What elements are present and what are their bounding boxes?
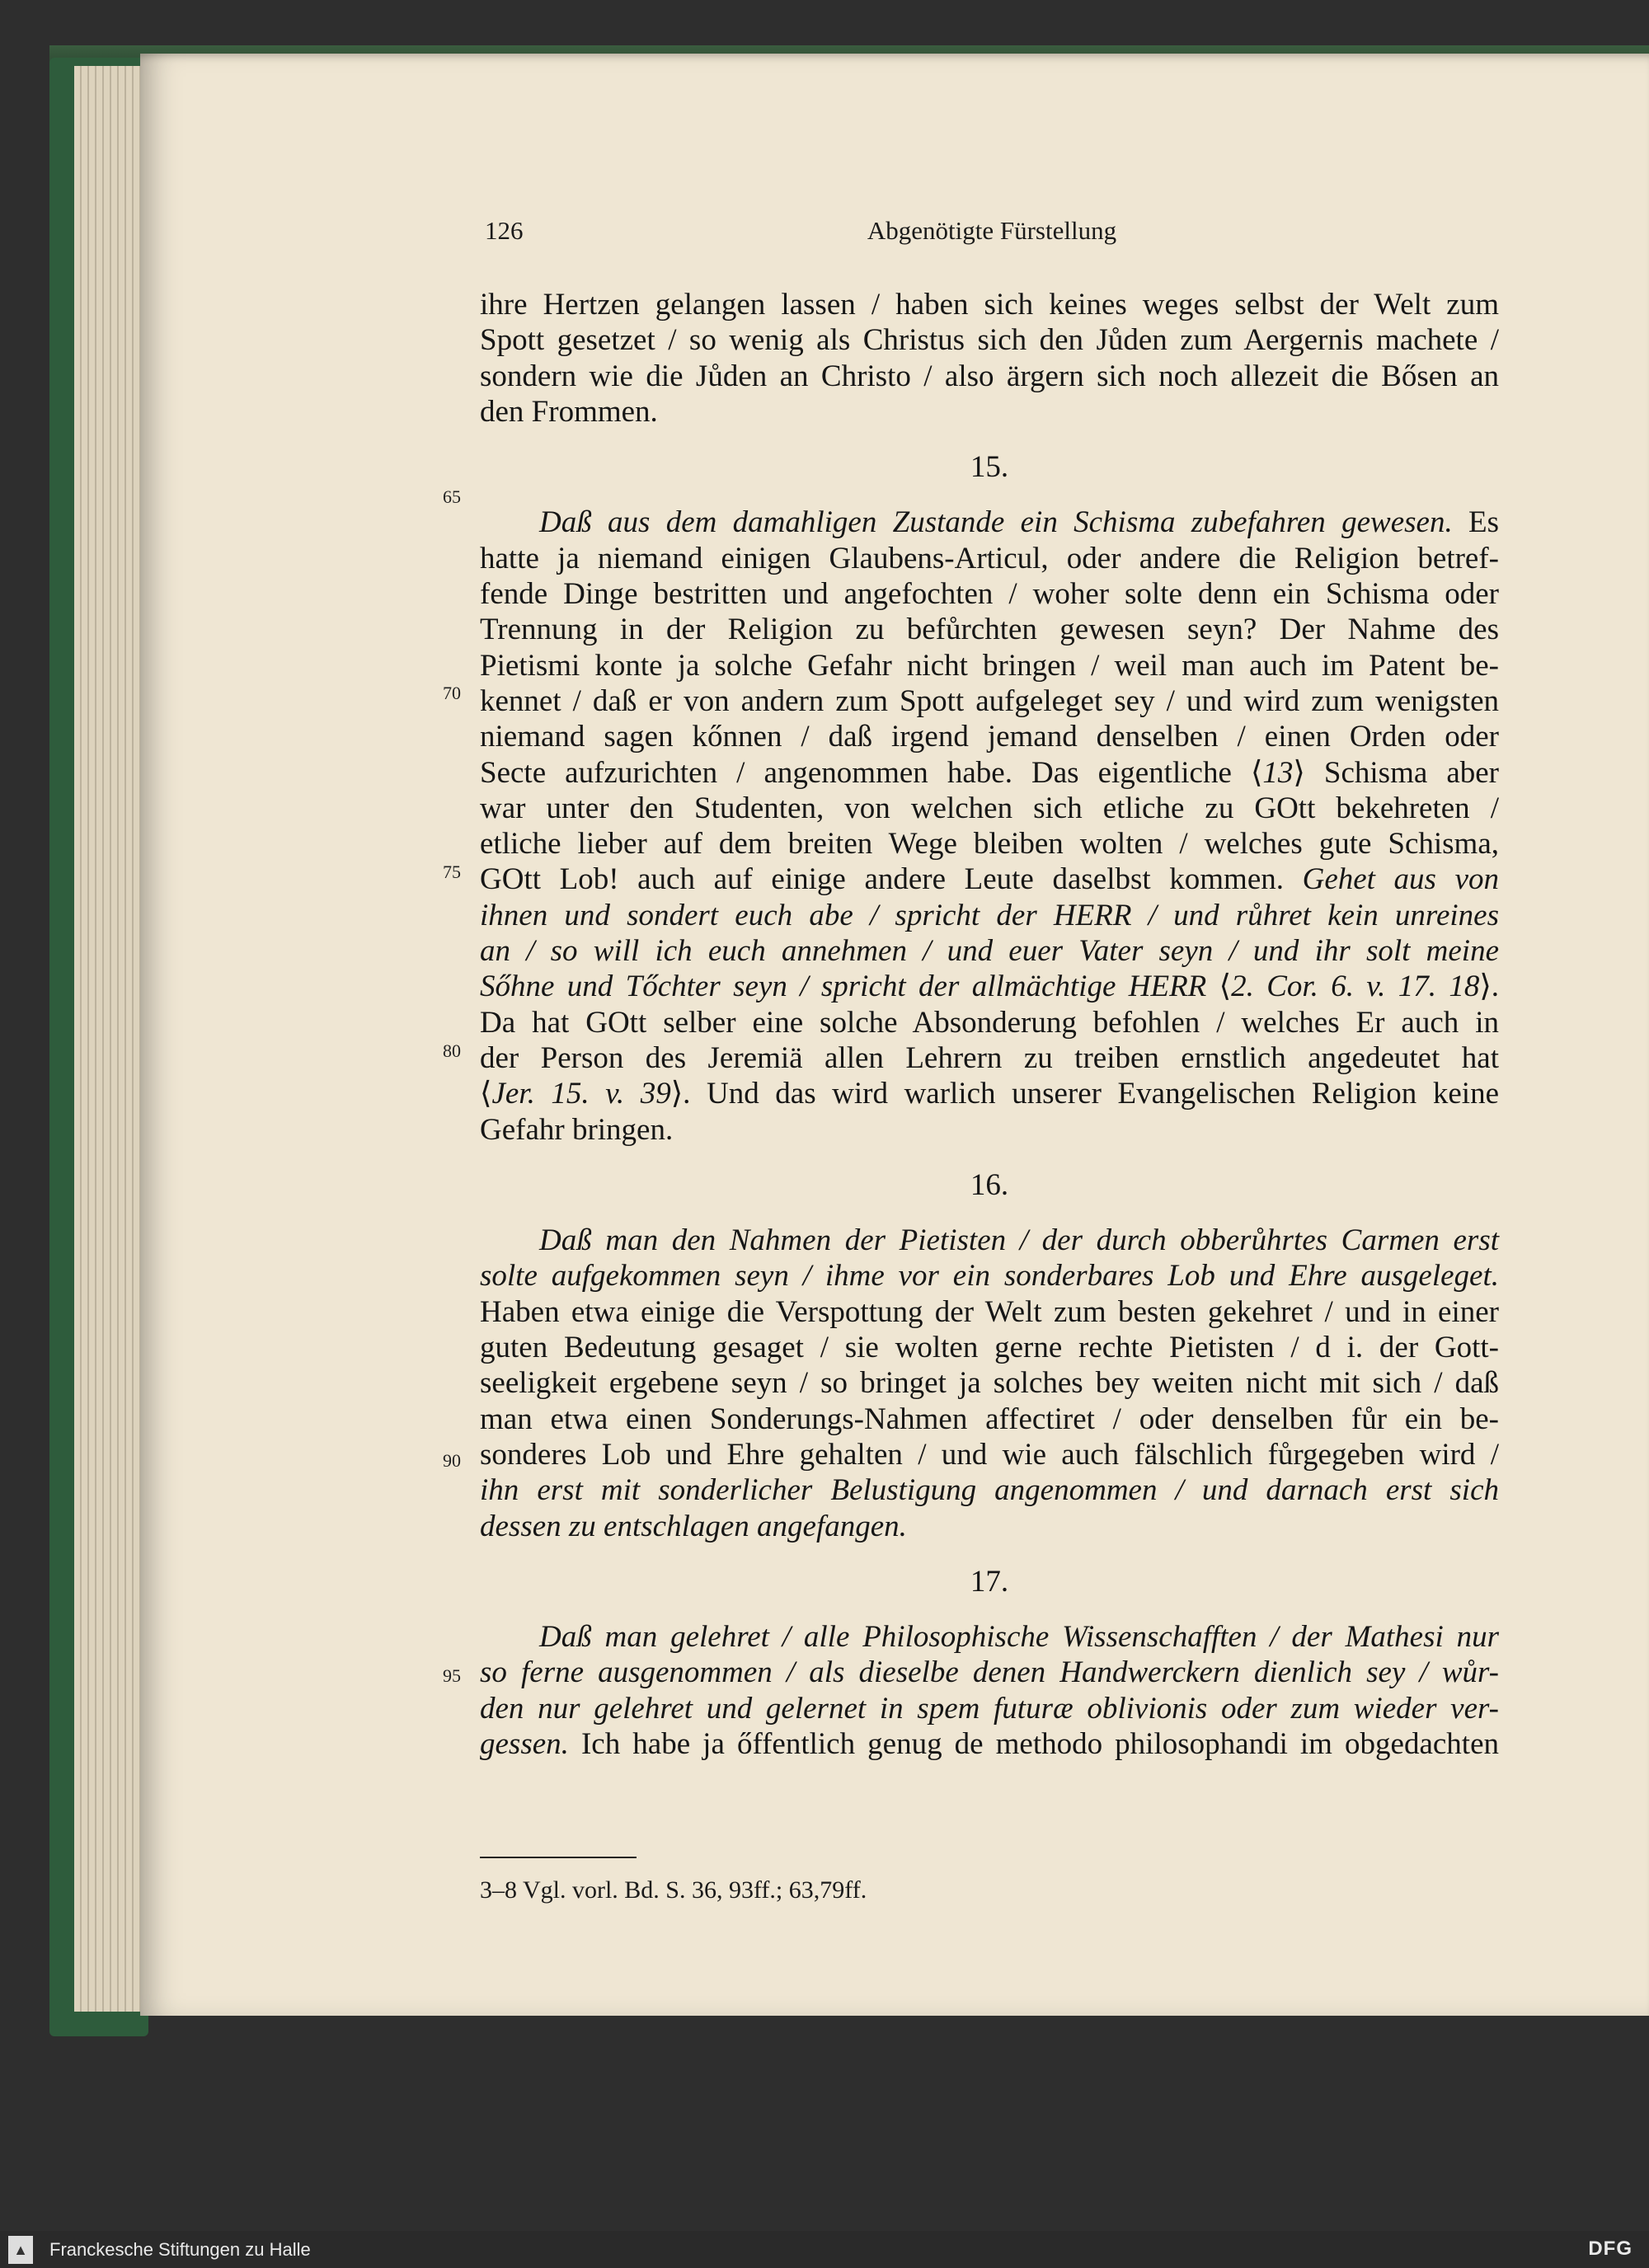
text-line: den nur gelehret und gelernet in spem futuræ oblivionis oder zum wieder ver-	[480, 1691, 1499, 1726]
running-title: Abgenötigte Fürstellung	[867, 216, 1117, 245]
text-line: war unter den Studenten, von welchen sich etliche zu GOtt bekehreten /	[480, 791, 1499, 825]
text-line: den Frommen.	[480, 394, 658, 429]
text-line: gessen. Ich habe ja őffentlich genug de methodo philosophandi im obgedachten	[480, 1726, 1499, 1761]
text-line: sondern wie die Jůden an Christo / also ärgern sich noch allezeit die Bősen an	[480, 359, 1499, 393]
text-line: hatte ja niemand einigen Glaubens-Articul, oder andere die Religion betref-	[480, 541, 1499, 575]
body-text	[443, 287, 1500, 1762]
page-header	[485, 216, 1499, 257]
text-line: seeligkeit ergebene seyn / so bringet ja solches bey weiten nicht mit sich / daß	[480, 1366, 1499, 1401]
text-line: Gefahr bringen.	[480, 1112, 674, 1147]
text-line: an / so will ich euch annehmen / und euer Vater seyn / und ihr solt meine	[480, 934, 1499, 969]
text-line: Daß man gelehret / alle Philosophische Wissenschafften / der Mathesi nur	[539, 1620, 1499, 1655]
text-line: Secte aufzurichten / angenommen habe. Das eigentliche ⟨13⟩ Schisma aber	[480, 755, 1499, 790]
text-line: Trennung in der Religion zu befůrchten gewesen seyn? Der Nahme des	[480, 613, 1499, 647]
line-number: 80	[443, 1040, 461, 1061]
text-line: ihnen und sondert euch abe / spricht der HERR / und růhret kein unreines	[480, 898, 1499, 932]
footnote: 3–8 Vgl. vorl. Bd. S. 36, 93ff.; 63,79ff.	[480, 1876, 867, 1904]
text-line: kennet / daß er von andern zum Spott aufgeleget sey / und wird zum wenigsten	[480, 683, 1499, 718]
text-line: Daß man den Nahmen der Pietisten / der durch obberůhrtes Carmen erst	[539, 1223, 1499, 1258]
text-line: Sőhne und Tőchter seyn / spricht der allmächtige HERR ⟨2. Cor. 6. v. 17. 18⟩.	[480, 970, 1500, 1004]
text-line: Da hat GOtt selber eine solche Absonderung befohlen / welches Er auch in	[480, 1005, 1499, 1040]
institution-name: Franckesche Stiftungen zu Halle	[49, 2239, 311, 2260]
text-line: Haben etwa einige die Verspottung der Welt zum besten gekehret / und in einer	[480, 1294, 1499, 1329]
section-heading: Daß aus dem damahligen Zustande ein Schisma zubefahren gewesen.	[539, 505, 1453, 540]
text-line: Spott gesetzet / so wenig als Christus sich den Jůden zum Aergernis machete /	[480, 323, 1499, 358]
text-line: etliche lieber auf dem breiten Wege bleiben wolten / welches gute Schisma,	[480, 827, 1499, 862]
text-line: guten Bedeutung gesaget / sie wolten gerne rechte Pietisten / d i. der Gott-	[480, 1331, 1499, 1365]
text-line: Daß aus dem damahligen Zustande ein Schisma zubefahren gewesen. Es	[539, 505, 1500, 540]
text-line: man etwa einen Sonderungs-Nahmen affectiret / oder denselben fůr ein be-	[480, 1402, 1499, 1436]
text-line: solte aufgekommen seyn / ihme vor ein sonderbares Lob und Ehre ausgeleget.	[480, 1259, 1499, 1294]
institution-logo-icon: ▲	[8, 2236, 33, 2264]
text-line: so ferne ausgenommen / als dieselbe denen Handwerckern dienlich sey / wůr-	[480, 1655, 1499, 1690]
text-line: dessen zu entschlagen angefangen.	[480, 1509, 907, 1543]
text-line: ⟨Jer. 15. v. 39⟩. Und das wird warlich unserer Evangelischen Religion keine	[480, 1077, 1499, 1111]
text-line: ihn erst mit sonderlicher Belustigung angenommen / und darnach erst sich	[480, 1473, 1499, 1508]
footer-bar	[0, 2231, 1649, 2268]
section-number: 15.	[970, 450, 1009, 485]
footnote-divider	[480, 1857, 637, 1858]
text-line: GOtt Lob! auch auf einige andere Leute daselbst kommen. Gehet aus von	[480, 862, 1499, 897]
line-number: 95	[443, 1665, 461, 1686]
line-number: 90	[443, 1450, 461, 1471]
line-number: 65	[443, 486, 461, 507]
section-number: 17.	[970, 1564, 1009, 1599]
text-line: der Person des Jeremiä allen Lehrern zu treiben ernstlich angedeutet hat	[480, 1040, 1499, 1075]
line-number: 75	[443, 862, 461, 882]
text-line: sonderes Lob und Ehre gehalten / und wie auch fälschlich fůrgegeben wird /	[480, 1437, 1499, 1472]
section-number: 16.	[970, 1167, 1009, 1202]
dfg-badge: DFG	[1588, 2237, 1633, 2260]
text-line: ihre Hertzen gelangen lassen / haben sich keines weges selbst der Welt zum	[480, 288, 1499, 322]
text-line: fende Dinge bestritten und angefochten / woher solte denn ein Schisma oder	[480, 577, 1499, 612]
page-number: 126	[485, 216, 524, 245]
text-line: niemand sagen kőnnen / daß irgend jemand denselben / einen Orden oder	[480, 720, 1499, 754]
text-line: Pietismi konte ja solche Gefahr nicht bringen / weil man auch im Patent be-	[480, 648, 1499, 683]
line-number: 70	[443, 683, 461, 703]
